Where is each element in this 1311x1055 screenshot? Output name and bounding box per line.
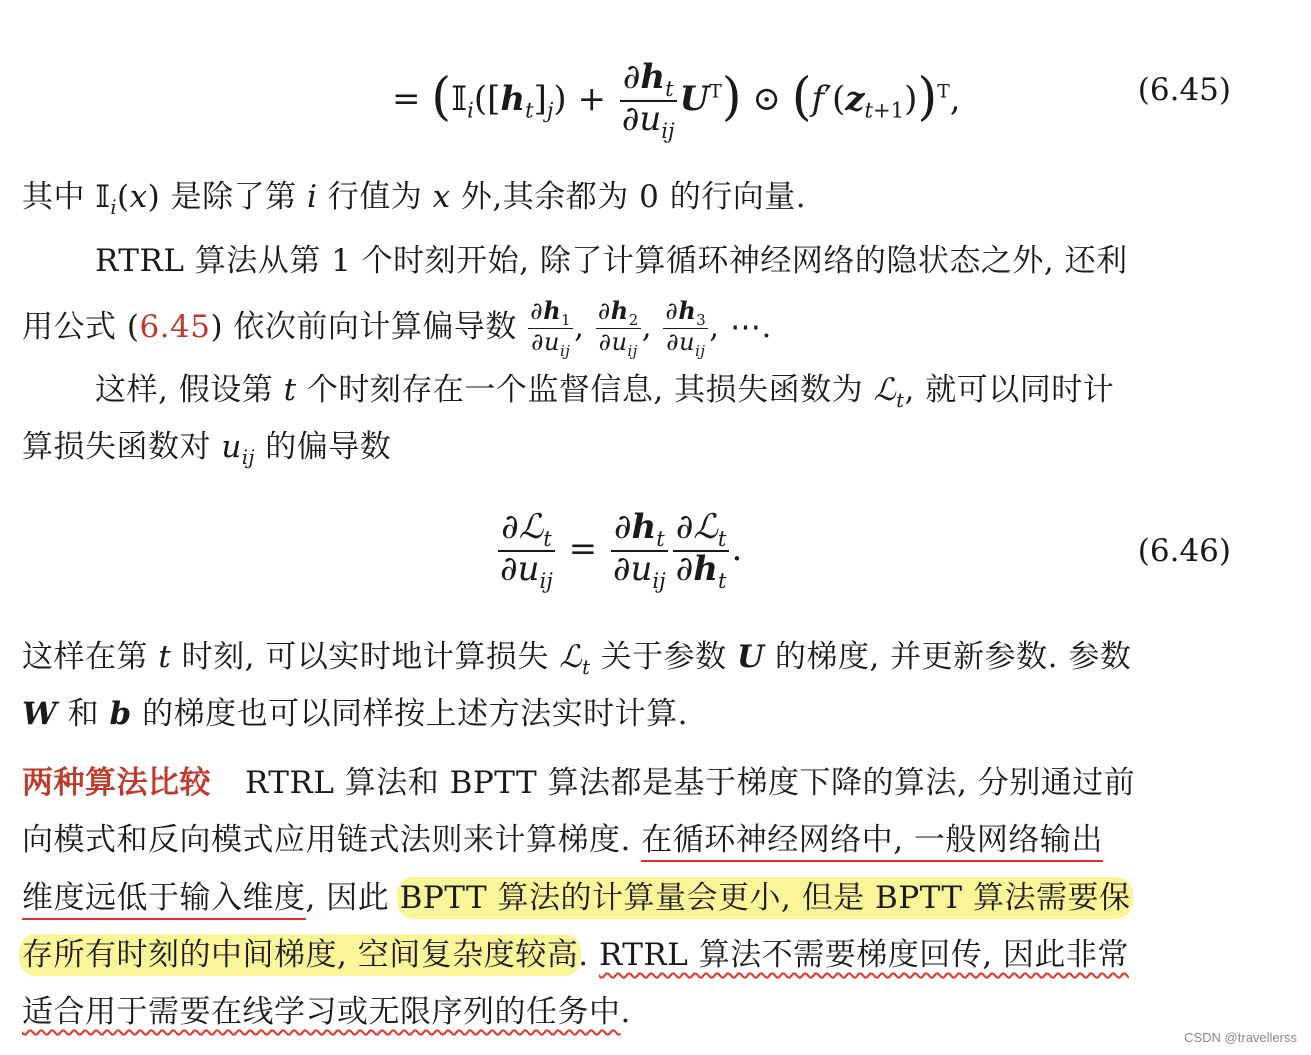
paragraph-line: 适合用于需要在线学习或无限序列的任务中. bbox=[22, 994, 631, 1030]
paragraph-line: W 和 b 的梯度也可以同样按上述方法实时计算. bbox=[22, 696, 688, 732]
paragraph-line: 两种算法比较 RTRL 算法和 BPTT 算法都是基于梯度下降的算法, 分别通过前 bbox=[22, 765, 1136, 801]
equation-number-6-45: (6.45) bbox=[1137, 72, 1231, 108]
paragraph-line: 维度远低于输入维度, 因此 BPTT 算法的计算量会更小, 但是 BPTT 算法需要保 bbox=[22, 878, 1130, 918]
paragraph-line: 这样, 假设第 t 个时刻存在一个监督信息, 其损失函数为 ℒ$_t$, 就可以同时计 bbox=[95, 372, 1115, 413]
paragraph-line: 其中 𝕀$_i$(x) 是除了第 i 行值为 x 外,其余都为 0 的行向量. bbox=[22, 179, 807, 220]
paragraph-line: 向模式和反向模式应用链式法则来计算梯度. 在循环神经网络中, 一般网络输出 bbox=[22, 820, 1103, 860]
equation-6-46: $\frac{\partial ℒ_t}{\partial u_{ij}}$ = $\frac{\partial h_t}{\partial u_{ij}}$ $\frac{\partial ℒ_t}{\partial h_t}$ . bbox=[500, 507, 743, 593]
equation-number-6-46: (6.46) bbox=[1137, 533, 1231, 569]
highlighted-text: BPTT 算法的计算量会更小, 但是 BPTT 算法需要保 bbox=[399, 880, 1131, 916]
paragraph-line: 存所有时刻的中间梯度, 空间复杂度较高. RTRL 算法不需要梯度回传, 因此非常 bbox=[22, 937, 1129, 973]
highlighted-text: 存所有时刻的中间梯度, 空间复杂度较高 bbox=[22, 937, 579, 973]
wavy-underlined-text: 适合用于需要在线学习或无限序列的任务中 bbox=[22, 994, 621, 1030]
paragraph-line: 用公式 (6.45) 依次前向计算偏导数 $\partial h_1$ $\partial u_{ij}$ , $\partial h_2$ $\partial u_{ij}$ , $\partial h_3$ $\partial u_{ij}$ , ⋯. bbox=[22, 296, 772, 360]
watermark: CSDN @travellerss bbox=[1184, 1030, 1297, 1045]
wavy-underlined-text: RTRL 算法不需要梯度回传, 因此非常 bbox=[598, 937, 1129, 973]
paragraph-line: 这样在第 t 时刻, 可以实时地计算损失 ℒ$_t$ 关于参数 U 的梯度, 并更新参数. 参数 bbox=[22, 639, 1132, 680]
section-heading: 两种算法比较 bbox=[22, 765, 211, 801]
equation-ref-link[interactable]: 6.45 bbox=[139, 309, 211, 346]
paragraph-line: RTRL 算法从第 1 个时刻开始, 除了计算循环神经网络的隐状态之外, 还利 bbox=[95, 243, 1128, 279]
underlined-text: 维度远低于输入维度 bbox=[22, 880, 306, 920]
underlined-text: 在循环神经网络中, 一般网络输出 bbox=[641, 822, 1103, 862]
paragraph-line: 算损失函数对 $u_{ij}$ 的偏导数 bbox=[22, 429, 392, 470]
equation-6-45: = ($𝕀_i([h_t]_j)$ + $\frac{\partial h_t}{\partial u_{ij}}$ $U^T$) ⊙ $(f'(z_{t+1}))^T$, bbox=[392, 57, 961, 143]
